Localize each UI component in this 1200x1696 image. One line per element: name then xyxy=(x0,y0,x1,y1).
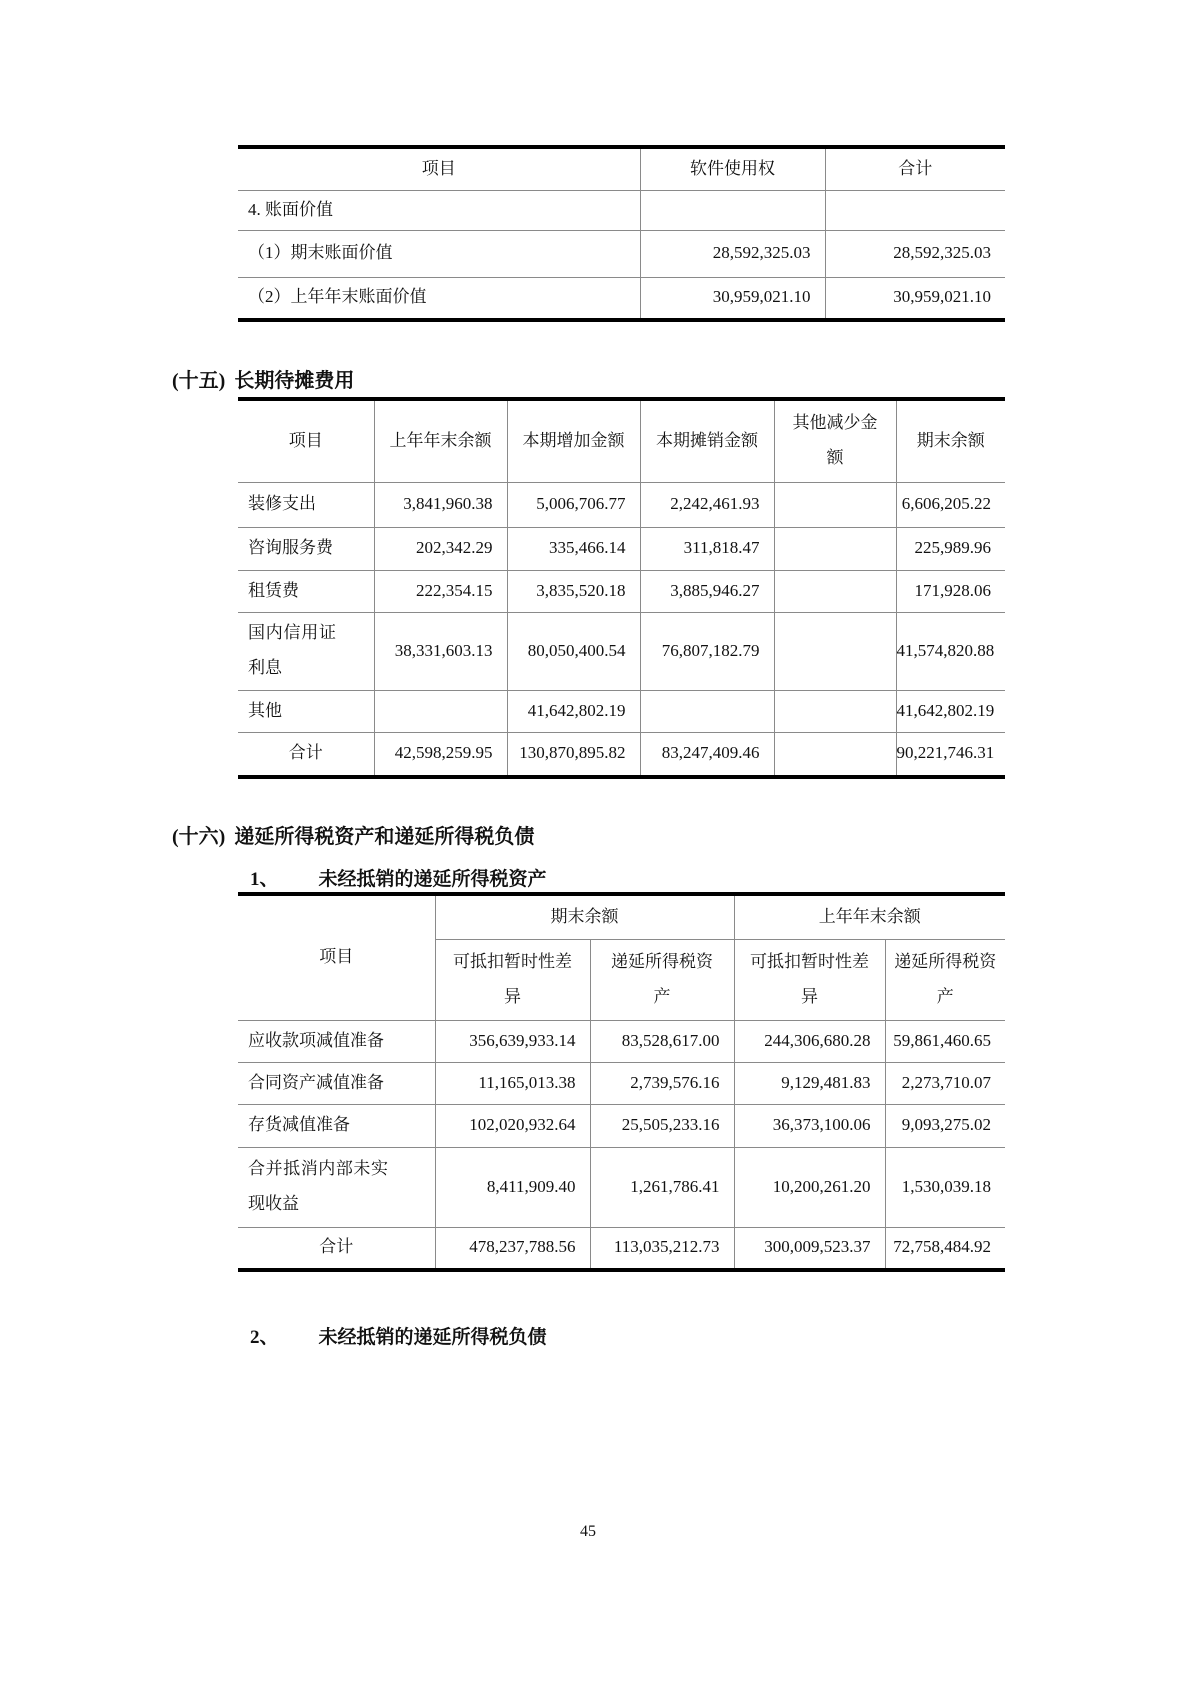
section-title: 递延所得税资产和递延所得税负债 xyxy=(234,826,535,848)
deferred-tax-assets-table xyxy=(238,892,1005,1272)
value-cell: 41,642,802.19 xyxy=(507,690,640,732)
value-cell: 90,221,746.31 xyxy=(896,732,1005,777)
group-header-prior-year-end-balance: 上年年末余额 xyxy=(734,894,1005,939)
value-cell: 38,331,603.13 xyxy=(374,612,507,690)
item-cell: （1）期末账面价值 xyxy=(238,230,640,277)
value-cell: 59,861,460.65 xyxy=(885,1020,1005,1062)
item-cell: 4. 账面价值 xyxy=(238,190,640,230)
table-row xyxy=(238,690,1005,732)
value-cell: 41,574,820.88 xyxy=(896,612,1005,690)
item-cell: 存货减值准备 xyxy=(238,1104,435,1147)
col-header-software-usage-right: 软件使用权 xyxy=(640,147,825,190)
value-cell: 2,739,576.16 xyxy=(590,1062,734,1104)
value-cell: 3,885,946.27 xyxy=(640,570,774,612)
table-total-row xyxy=(238,732,1005,777)
item-cell: 国内信用证利息 xyxy=(238,612,374,690)
table-row xyxy=(238,1062,1005,1104)
table-row xyxy=(238,482,1005,527)
value-cell: 36,373,100.06 xyxy=(734,1104,885,1147)
col-header-total: 合计 xyxy=(825,147,1005,190)
value-cell: 1,261,786.41 xyxy=(590,1147,734,1227)
col-header-prior-year-end-balance: 上年年末余额 xyxy=(374,399,507,482)
subsection-number: 2、 xyxy=(250,1327,279,1348)
value-cell xyxy=(774,527,896,570)
total-label-cell: 合计 xyxy=(238,732,374,777)
value-cell: 28,592,325.03 xyxy=(825,230,1005,277)
col-header-deferred-tax-asset: 递延所得税资产 xyxy=(590,939,734,1020)
value-cell: 202,342.29 xyxy=(374,527,507,570)
col-header-item: 项目 xyxy=(238,399,374,482)
table-row xyxy=(238,1020,1005,1062)
col-header-other-decrease: 其他减少金额 xyxy=(774,399,896,482)
value-cell xyxy=(640,190,825,230)
value-cell: 2,242,461.93 xyxy=(640,482,774,527)
value-cell: 311,818.47 xyxy=(640,527,774,570)
value-cell: 6,606,205.22 xyxy=(896,482,1005,527)
item-cell: 合同资产减值准备 xyxy=(238,1062,435,1104)
section-number: (十五) xyxy=(172,370,226,392)
value-cell: 28,592,325.03 xyxy=(640,230,825,277)
item-cell: 应收款项减值准备 xyxy=(238,1020,435,1062)
total-label-cell: 合计 xyxy=(238,1227,435,1270)
table-group-header-row xyxy=(238,894,1005,939)
value-cell xyxy=(774,612,896,690)
section-title: 长期待摊费用 xyxy=(234,370,355,392)
item-cell: （2）上年年末账面价值 xyxy=(238,277,640,320)
item-cell: 其他 xyxy=(238,690,374,732)
item-cell: 装修支出 xyxy=(238,482,374,527)
table-row xyxy=(238,190,1005,230)
col-header-current-increase: 本期增加金额 xyxy=(507,399,640,482)
subsection-title: 未经抵销的递延所得税负债 xyxy=(318,1327,547,1348)
subsection-1-heading xyxy=(250,864,547,891)
value-cell xyxy=(774,482,896,527)
value-cell: 41,642,802.19 xyxy=(896,690,1005,732)
deferred-expenses-table xyxy=(238,397,1005,779)
value-cell: 8,411,909.40 xyxy=(435,1147,590,1227)
value-cell xyxy=(825,190,1005,230)
value-cell: 222,354.15 xyxy=(374,570,507,612)
value-cell: 76,807,182.79 xyxy=(640,612,774,690)
table-header-row xyxy=(238,147,1005,190)
value-cell: 10,200,261.20 xyxy=(734,1147,885,1227)
table-row xyxy=(238,1147,1005,1227)
section-16-heading xyxy=(172,820,534,849)
value-cell: 225,989.96 xyxy=(896,527,1005,570)
value-cell: 5,006,706.77 xyxy=(507,482,640,527)
value-cell xyxy=(374,690,507,732)
value-cell: 30,959,021.10 xyxy=(825,277,1005,320)
table-header-row xyxy=(238,399,1005,482)
item-cell: 租赁费 xyxy=(238,570,374,612)
value-cell: 80,050,400.54 xyxy=(507,612,640,690)
value-cell: 9,093,275.02 xyxy=(885,1104,1005,1147)
value-cell: 130,870,895.82 xyxy=(507,732,640,777)
item-cell: 咨询服务费 xyxy=(238,527,374,570)
value-cell xyxy=(640,690,774,732)
value-cell: 478,237,788.56 xyxy=(435,1227,590,1270)
value-cell: 171,928.06 xyxy=(896,570,1005,612)
value-cell: 83,247,409.46 xyxy=(640,732,774,777)
table-total-row xyxy=(238,1227,1005,1270)
value-cell xyxy=(774,570,896,612)
col-header-item: 项目 xyxy=(238,147,640,190)
section-number: (十六) xyxy=(172,826,226,848)
col-header-item: 项目 xyxy=(238,894,435,1020)
table-row xyxy=(238,230,1005,277)
value-cell: 11,165,013.38 xyxy=(435,1062,590,1104)
col-header-ending-balance: 期末余额 xyxy=(896,399,1005,482)
table-row xyxy=(238,570,1005,612)
item-cell: 合并抵消内部未实现收益 xyxy=(238,1147,435,1227)
value-cell: 102,020,932.64 xyxy=(435,1104,590,1147)
value-cell: 1,530,039.18 xyxy=(885,1147,1005,1227)
table-row xyxy=(238,527,1005,570)
value-cell: 300,009,523.37 xyxy=(734,1227,885,1270)
value-cell: 72,758,484.92 xyxy=(885,1227,1005,1270)
page-number: 45 xyxy=(580,1523,596,1540)
value-cell: 83,528,617.00 xyxy=(590,1020,734,1062)
col-header-deductible-temporary-difference: 可抵扣暂时性差异 xyxy=(435,939,590,1020)
value-cell: 30,959,021.10 xyxy=(640,277,825,320)
value-cell: 3,835,520.18 xyxy=(507,570,640,612)
col-header-current-amortization: 本期摊销金额 xyxy=(640,399,774,482)
value-cell: 42,598,259.95 xyxy=(374,732,507,777)
section-15-heading xyxy=(172,364,354,393)
value-cell: 9,129,481.83 xyxy=(734,1062,885,1104)
col-header-deferred-tax-asset: 递延所得税资产 xyxy=(885,939,1005,1020)
group-header-ending-balance: 期末余额 xyxy=(435,894,734,939)
subsection-title: 未经抵销的递延所得税资产 xyxy=(318,869,547,890)
value-cell: 2,273,710.07 xyxy=(885,1062,1005,1104)
value-cell: 113,035,212.73 xyxy=(590,1227,734,1270)
subsection-2-heading xyxy=(250,1322,547,1349)
value-cell: 3,841,960.38 xyxy=(374,482,507,527)
value-cell: 244,306,680.28 xyxy=(734,1020,885,1062)
subsection-number: 1、 xyxy=(250,869,279,890)
table-row xyxy=(238,612,1005,690)
value-cell: 25,505,233.16 xyxy=(590,1104,734,1147)
value-cell: 335,466.14 xyxy=(507,527,640,570)
col-header-deductible-temporary-difference: 可抵扣暂时性差异 xyxy=(734,939,885,1020)
table-row xyxy=(238,277,1005,320)
value-cell: 356,639,933.14 xyxy=(435,1020,590,1062)
table-row xyxy=(238,1104,1005,1147)
book-value-table xyxy=(238,145,1005,322)
value-cell xyxy=(774,690,896,732)
value-cell xyxy=(774,732,896,777)
